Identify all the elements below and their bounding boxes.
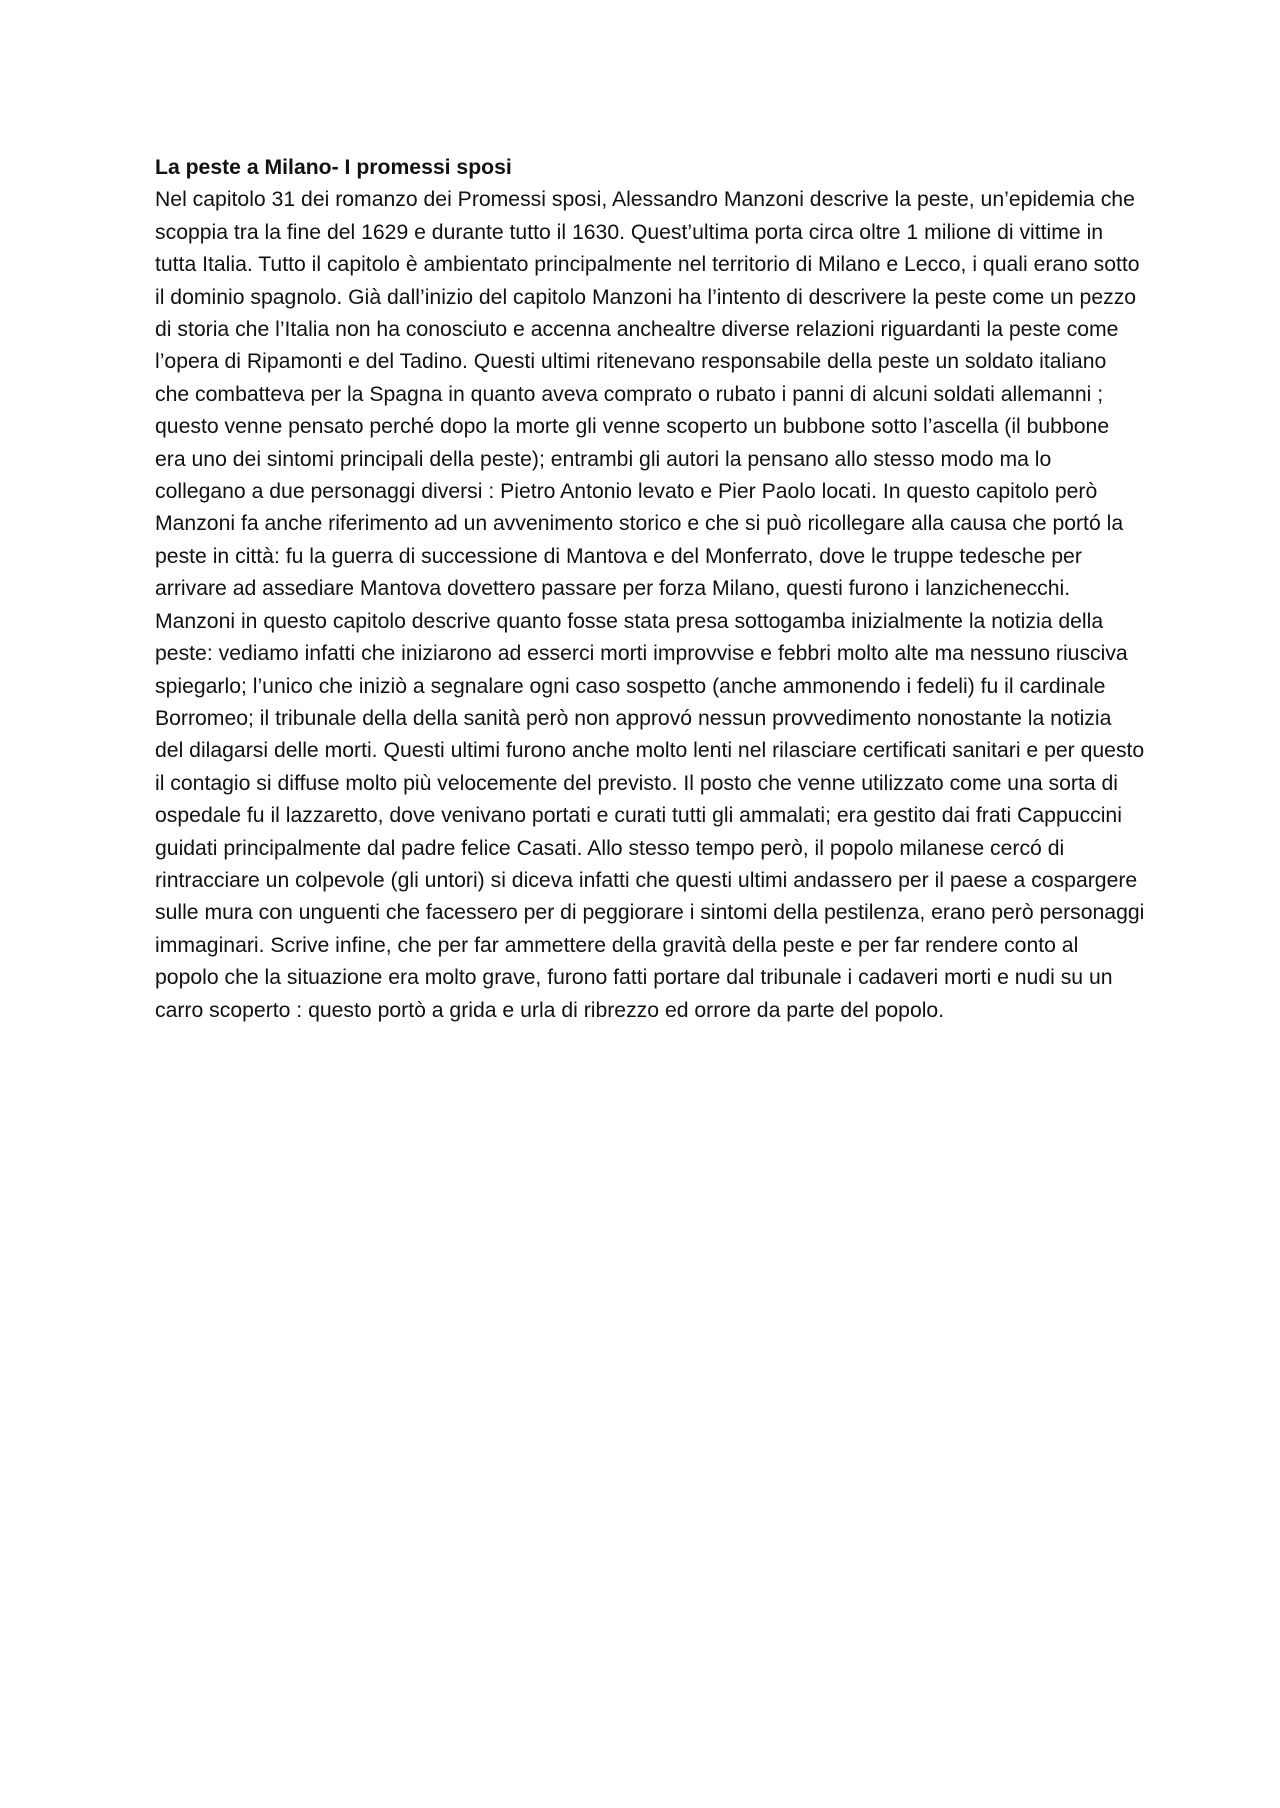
paragraph-1: Nel capitolo 31 dei romanzo dei Promessi sposi, Alessandro Manzoni descrive la peste, un’epidemia che scoppia tra la fine del 1629 e durante tutto il 1630. Quest’ultima porta circa oltre 1 milione di vittime in tutta Italia. Tutto il capitolo è ambientato principalmente nel territorio di Milano e Lecco, i quali erano sotto il dominio spagnolo. Già dall’inizio del capitolo Manzoni ha l’intento di descrivere la peste come un pezzo di storia che l’Italia non ha conosciuto e accenna anchealtre diverse relazioni riguardanti la peste come l’opera di Ripamonti e del Tadino. Questi ultimi ritenevano responsabile della peste un soldato italiano che combatteva per la Spagna in quanto aveva comprato o rubato i panni di alcuni soldati allemanni ; questo venne pensato perché dopo la morte gli venne scoperto un bubbone sotto l’ascella (il bubbone era uno dei sintomi principali della peste); entrambi gli autori la pensano allo stesso modo ma lo collegano a due personaggi diversi : Pietro Antonio levato e Pier Paolo locati. In questo capitolo però Manzoni fa anche riferimento ad un avvenimento storico e che si può ricollegare alla causa che portó la peste in città: fu la guerra di successione di Mantova e del Monferrato, dove le truppe tedesche per arrivare ad assediare Mantova dovettero passare per forza Milano, questi furono i lanzichenecchi. <box>155 188 1140 601</box>
document-body <box>155 152 1145 1027</box>
document-title: La peste a Milano- I promessi sposi <box>155 156 512 179</box>
paragraph-2: Manzoni in questo capitolo descrive quanto fosse stata presa sottogamba inizialmente la notizia della peste: vediamo infatti che iniziarono ad esserci morti improvvise e febbri molto alte ma nessuno riusciva spiegarlo; l’unico che iniziò a segnalare ogni caso sospetto (anche ammonendo i fedeli) fu il cardinale Borromeo; il tribunale della della sanità però non approvó nessun provvedimento nonostante la notizia del dilagarsi delle morti. Questi ultimi furono anche molto lenti nel rilasciare certificati sanitari e per questo il contagio si diffuse molto più velocemente del previsto. Il posto che venne utilizzato come una sorta di ospedale fu il lazzaretto, dove venivano portati e curati tutti gli ammalati; era gestito dai frati Cappuccini guidati principalmente dal padre felice Casati. Allo stesso tempo però, il popolo milanese cercó di rintracciare un colpevole (gli untori) si diceva infatti che questi ultimi andassero per il paese a cospargere sulle mura con unguenti che facessero per di peggiorare i sintomi della pestilenza, erano però personaggi immaginari. Scrive infine, che per far ammettere della gravità della peste e per far rendere conto al popolo che la situazione era molto grave, furono fatti portare dal tribunale i cadaveri morti e nudi su un carro scoperto : questo portò a grida e urla di ribrezzo ed orrore da parte del popolo. <box>155 609 1145 1022</box>
